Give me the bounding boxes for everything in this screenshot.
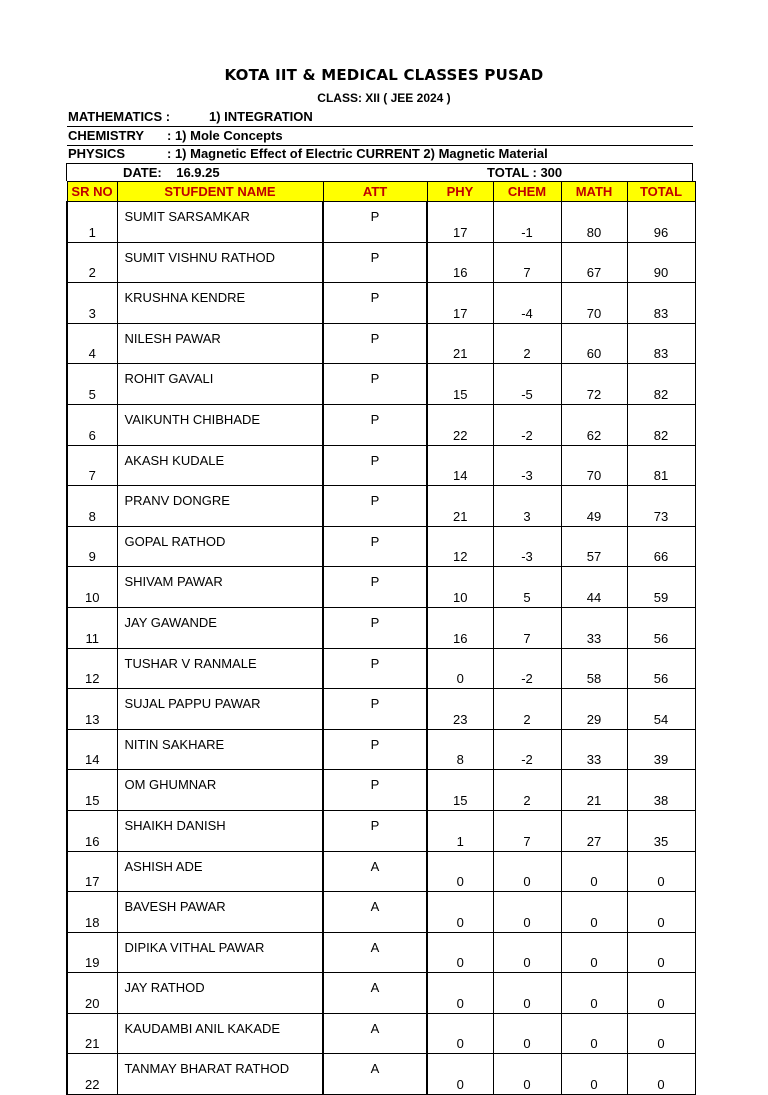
math-score-cell: 58 [561, 648, 627, 689]
total-score-cell: 0 [627, 892, 695, 933]
page-title: KOTA IIT & MEDICAL CLASSES PUSAD [224, 66, 544, 84]
table-row [67, 810, 695, 851]
sr-no-cell: 14 [67, 729, 117, 770]
chem-score-cell: 3 [493, 486, 561, 527]
sr-no-cell: 15 [67, 770, 117, 811]
table-row [67, 648, 695, 689]
attendance-cell: P [323, 486, 427, 527]
attendance-cell: P [323, 689, 427, 730]
table-row [67, 404, 695, 445]
subject-label: MATHEMATICS : [68, 109, 171, 124]
math-score-cell: 80 [561, 202, 627, 243]
phy-score-cell: 0 [427, 932, 493, 973]
student-name-cell: TANMAY BHARAT RATHOD [117, 1054, 323, 1095]
phy-score-cell: 17 [427, 283, 493, 324]
chem-score-cell: 2 [493, 689, 561, 730]
total-score-cell: 90 [627, 242, 695, 283]
total-score-cell: 96 [627, 202, 695, 243]
math-score-cell: 21 [561, 770, 627, 811]
sr-no-cell: 9 [67, 526, 117, 567]
chem-score-cell: -3 [493, 445, 561, 486]
student-name-cell: OM GHUMNAR [117, 770, 323, 811]
table-row [67, 242, 695, 283]
col-header-total: TOTAL [627, 182, 695, 202]
student-name-cell: AKASH KUDALE [117, 445, 323, 486]
chem-score-cell: -3 [493, 526, 561, 567]
math-score-cell: 67 [561, 242, 627, 283]
table-row [67, 323, 695, 364]
table-row [67, 526, 695, 567]
table-row [67, 1054, 695, 1095]
exam-date: DATE: 16.9.25 [123, 165, 220, 180]
subject-line-mathematics [67, 108, 693, 126]
attendance-cell: P [323, 242, 427, 283]
phy-score-cell: 21 [427, 486, 493, 527]
sr-no-cell: 20 [67, 973, 117, 1014]
sr-no-cell: 3 [67, 283, 117, 324]
attendance-cell: A [323, 1013, 427, 1054]
results-table [66, 181, 696, 1095]
phy-score-cell: 0 [427, 648, 493, 689]
attendance-cell: P [323, 445, 427, 486]
student-name-cell: NITIN SAKHARE [117, 729, 323, 770]
chem-score-cell: -4 [493, 283, 561, 324]
math-score-cell: 0 [561, 932, 627, 973]
student-name-cell: DIPIKA VITHAL PAWAR [117, 932, 323, 973]
phy-score-cell: 16 [427, 242, 493, 283]
total-score-cell: 56 [627, 648, 695, 689]
total-score-cell: 35 [627, 810, 695, 851]
phy-score-cell: 17 [427, 202, 493, 243]
phy-score-cell: 21 [427, 323, 493, 364]
table-row [67, 445, 695, 486]
phy-score-cell: 15 [427, 364, 493, 405]
student-name-cell: JAY RATHOD [117, 973, 323, 1014]
math-score-cell: 0 [561, 851, 627, 892]
chem-score-cell: 7 [493, 242, 561, 283]
subject-label: CHEMISTRY [68, 128, 145, 143]
table-row [67, 607, 695, 648]
student-name-cell: NILESH PAWAR [117, 323, 323, 364]
table-row [67, 283, 695, 324]
attendance-cell: P [323, 283, 427, 324]
chem-score-cell: -2 [493, 729, 561, 770]
total-score-cell: 0 [627, 973, 695, 1014]
student-name-cell: SUMIT SARSAMKAR [117, 202, 323, 243]
phy-score-cell: 0 [427, 1013, 493, 1054]
sr-no-cell: 6 [67, 404, 117, 445]
math-score-cell: 70 [561, 283, 627, 324]
table-row [67, 729, 695, 770]
math-score-cell: 27 [561, 810, 627, 851]
col-header-att: ATT [323, 182, 427, 202]
math-score-cell: 0 [561, 1013, 627, 1054]
chem-score-cell: 0 [493, 1054, 561, 1095]
exam-total: TOTAL : 300 [487, 165, 563, 180]
col-header-math: MATH [561, 182, 627, 202]
sr-no-cell: 21 [67, 1013, 117, 1054]
attendance-cell: P [323, 607, 427, 648]
attendance-cell: P [323, 323, 427, 364]
student-name-cell: SUMIT VISHNU RATHOD [117, 242, 323, 283]
math-score-cell: 49 [561, 486, 627, 527]
subject-topics: : 1) Mole Concepts [167, 128, 283, 143]
attendance-cell: A [323, 1054, 427, 1095]
sr-no-cell: 18 [67, 892, 117, 933]
phy-score-cell: 10 [427, 567, 493, 608]
phy-score-cell: 12 [427, 526, 493, 567]
sr-no-cell: 10 [67, 567, 117, 608]
phy-score-cell: 0 [427, 892, 493, 933]
student-name-cell: JAY GAWANDE [117, 607, 323, 648]
chem-score-cell: 0 [493, 932, 561, 973]
table-row [67, 689, 695, 730]
attendance-cell: P [323, 729, 427, 770]
chem-score-cell: 2 [493, 323, 561, 364]
attendance-cell: P [323, 364, 427, 405]
chem-score-cell: 0 [493, 892, 561, 933]
student-name-cell: TUSHAR V RANMALE [117, 648, 323, 689]
table-row [67, 892, 695, 933]
math-score-cell: 0 [561, 973, 627, 1014]
student-name-cell: KAUDAMBI ANIL KAKADE [117, 1013, 323, 1054]
phy-score-cell: 0 [427, 1054, 493, 1095]
sr-no-cell: 2 [67, 242, 117, 283]
attendance-cell: P [323, 810, 427, 851]
sr-no-cell: 16 [67, 810, 117, 851]
attendance-cell: A [323, 932, 427, 973]
attendance-cell: P [323, 404, 427, 445]
phy-score-cell: 1 [427, 810, 493, 851]
chem-score-cell: 0 [493, 1013, 561, 1054]
total-score-cell: 0 [627, 1013, 695, 1054]
attendance-cell: P [323, 648, 427, 689]
student-name-cell: BAVESH PAWAR [117, 892, 323, 933]
chem-score-cell: 7 [493, 607, 561, 648]
total-score-cell: 59 [627, 567, 695, 608]
col-header-student-name: STUFDENT NAME [117, 182, 323, 202]
student-name-cell: SUJAL PAPPU PAWAR [117, 689, 323, 730]
table-row [67, 364, 695, 405]
phy-score-cell: 0 [427, 851, 493, 892]
total-score-cell: 83 [627, 283, 695, 324]
attendance-cell: P [323, 770, 427, 811]
math-score-cell: 70 [561, 445, 627, 486]
sr-no-cell: 4 [67, 323, 117, 364]
phy-score-cell: 23 [427, 689, 493, 730]
chem-score-cell: 0 [493, 851, 561, 892]
table-row [67, 851, 695, 892]
total-score-cell: 0 [627, 932, 695, 973]
class-line: CLASS: XII ( JEE 2024 ) [317, 91, 451, 105]
sr-no-cell: 17 [67, 851, 117, 892]
math-score-cell: 0 [561, 892, 627, 933]
total-score-cell: 38 [627, 770, 695, 811]
phy-score-cell: 8 [427, 729, 493, 770]
total-score-cell: 0 [627, 1054, 695, 1095]
math-score-cell: 0 [561, 1054, 627, 1095]
total-score-cell: 81 [627, 445, 695, 486]
col-header-chem: CHEM [493, 182, 561, 202]
student-name-cell: SHAIKH DANISH [117, 810, 323, 851]
sr-no-cell: 11 [67, 607, 117, 648]
phy-score-cell: 14 [427, 445, 493, 486]
sr-no-cell: 13 [67, 689, 117, 730]
subject-label: PHYSICS [68, 146, 126, 161]
subject-topics: : 1) Magnetic Effect of Electric CURRENT 2) Magnetic Material [167, 146, 548, 161]
total-score-cell: 66 [627, 526, 695, 567]
table-row [67, 486, 695, 527]
sr-no-cell: 12 [67, 648, 117, 689]
student-name-cell: PRANV DONGRE [117, 486, 323, 527]
chem-score-cell: 7 [493, 810, 561, 851]
subject-line-physics [67, 145, 693, 163]
math-score-cell: 33 [561, 607, 627, 648]
math-score-cell: 57 [561, 526, 627, 567]
attendance-cell: A [323, 892, 427, 933]
chem-score-cell: -5 [493, 364, 561, 405]
math-score-cell: 62 [561, 404, 627, 445]
table-row [67, 973, 695, 1014]
phy-score-cell: 22 [427, 404, 493, 445]
phy-score-cell: 0 [427, 973, 493, 1014]
math-score-cell: 60 [561, 323, 627, 364]
table-row [67, 567, 695, 608]
total-score-cell: 83 [627, 323, 695, 364]
math-score-cell: 44 [561, 567, 627, 608]
student-name-cell: GOPAL RATHOD [117, 526, 323, 567]
total-score-cell: 56 [627, 607, 695, 648]
chem-score-cell: -2 [493, 648, 561, 689]
student-name-cell: ROHIT GAVALI [117, 364, 323, 405]
student-name-cell: KRUSHNA KENDRE [117, 283, 323, 324]
math-score-cell: 72 [561, 364, 627, 405]
total-score-cell: 82 [627, 364, 695, 405]
subject-line-chemistry [67, 127, 693, 145]
total-score-cell: 39 [627, 729, 695, 770]
attendance-cell: A [323, 851, 427, 892]
chem-score-cell: 5 [493, 567, 561, 608]
total-score-cell: 73 [627, 486, 695, 527]
sr-no-cell: 22 [67, 1054, 117, 1095]
table-row [67, 202, 695, 243]
chem-score-cell: -2 [493, 404, 561, 445]
table-body [67, 202, 695, 1095]
attendance-cell: P [323, 526, 427, 567]
col-header-phy: PHY [427, 182, 493, 202]
phy-score-cell: 15 [427, 770, 493, 811]
sr-no-cell: 1 [67, 202, 117, 243]
chem-score-cell: 2 [493, 770, 561, 811]
math-score-cell: 33 [561, 729, 627, 770]
chem-score-cell: 0 [493, 973, 561, 1014]
table-row [67, 1013, 695, 1054]
total-score-cell: 82 [627, 404, 695, 445]
table-row [67, 770, 695, 811]
math-score-cell: 29 [561, 689, 627, 730]
student-name-cell: ASHISH ADE [117, 851, 323, 892]
attendance-cell: A [323, 973, 427, 1014]
sr-no-cell: 5 [67, 364, 117, 405]
table-header-row [67, 182, 695, 202]
attendance-cell: P [323, 202, 427, 243]
total-score-cell: 54 [627, 689, 695, 730]
student-name-cell: SHIVAM PAWAR [117, 567, 323, 608]
col-header-sr-no: SR NO [67, 182, 117, 202]
student-name-cell: VAIKUNTH CHIBHADE [117, 404, 323, 445]
attendance-cell: P [323, 567, 427, 608]
phy-score-cell: 16 [427, 607, 493, 648]
chem-score-cell: -1 [493, 202, 561, 243]
sr-no-cell: 19 [67, 932, 117, 973]
date-total-row [66, 163, 693, 181]
sr-no-cell: 8 [67, 486, 117, 527]
total-score-cell: 0 [627, 851, 695, 892]
table-row [67, 932, 695, 973]
subject-topics: 1) INTEGRATION [209, 109, 313, 124]
sr-no-cell: 7 [67, 445, 117, 486]
